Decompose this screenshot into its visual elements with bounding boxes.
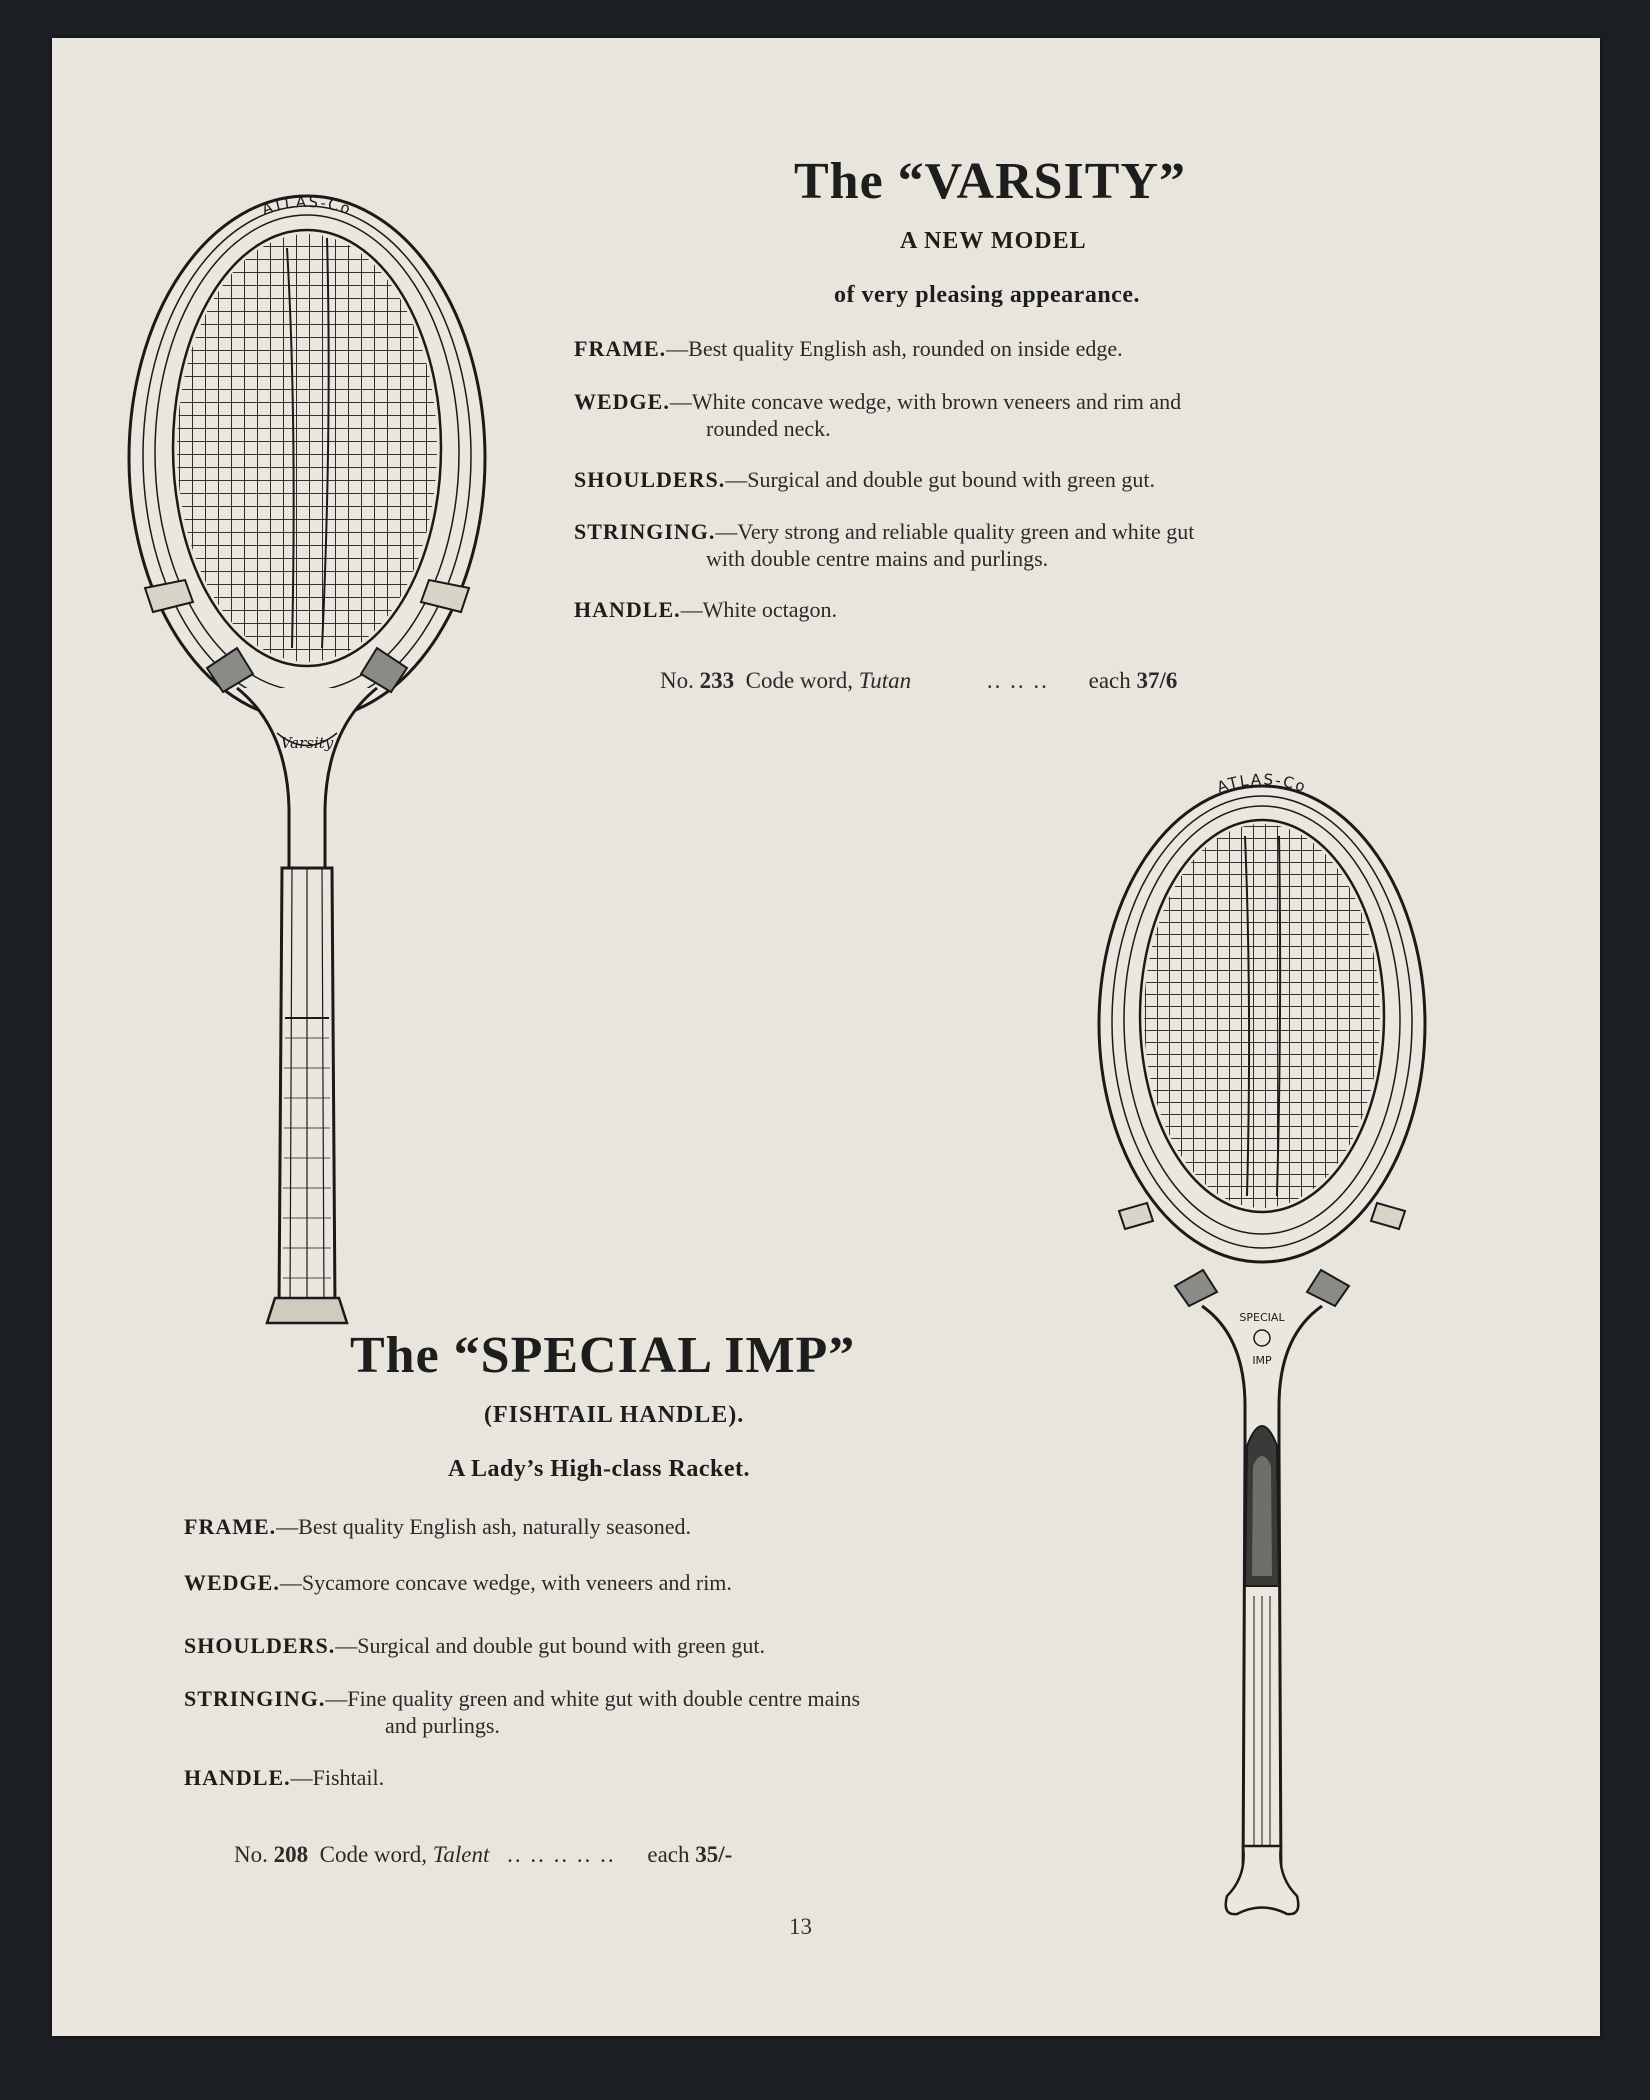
price-number: 233 bbox=[699, 668, 735, 693]
leader-dots: .. .. .. .. .. bbox=[507, 1842, 616, 1867]
leader-dots: .. .. .. bbox=[986, 668, 1049, 693]
spec-text: —Very strong and reliable quality green and white gut bbox=[715, 519, 1195, 544]
code-label: Code word, bbox=[319, 1842, 427, 1867]
special-imp-throat-label-2: IMP bbox=[1252, 1354, 1272, 1367]
varsity-tagline: of very pleasing appearance. bbox=[834, 282, 1140, 308]
price-amount: 35/- bbox=[695, 1842, 733, 1867]
special-imp-title: The “SPECIAL IMP” bbox=[350, 1327, 856, 1384]
special-imp-subtitle: (FISHTAIL HANDLE). bbox=[484, 1402, 745, 1428]
varsity-spec-stringing bbox=[574, 518, 1194, 572]
spec-continuation: with double centre mains and purlings. bbox=[706, 546, 1049, 571]
spec-continuation: rounded neck. bbox=[706, 416, 831, 441]
spec-text: —Sycamore concave wedge, with veneers and rim. bbox=[279, 1570, 732, 1595]
varsity-racket-illustration bbox=[127, 168, 487, 1338]
varsity-brand-label: ATLAS-Co bbox=[259, 192, 355, 219]
spec-text: —Best quality English ash, rounded on inside edge. bbox=[666, 336, 1123, 361]
varsity-title: The “VARSITY” bbox=[794, 153, 1187, 210]
spec-text: —Surgical and double gut bound with green gut. bbox=[725, 467, 1155, 492]
spec-label: SHOULDERS. bbox=[184, 1633, 336, 1658]
varsity-throat-label: Varsity bbox=[280, 734, 334, 752]
code-word: Tutan bbox=[858, 668, 912, 693]
varsity-subtitle: A NEW MODEL bbox=[900, 228, 1087, 254]
varsity-spec-handle bbox=[574, 596, 837, 623]
price-number: 208 bbox=[273, 1842, 309, 1867]
spec-text: —White concave wedge, with brown veneers and rim and bbox=[669, 389, 1182, 414]
spec-label: SHOULDERS. bbox=[574, 467, 726, 492]
spec-text: —Best quality English ash, naturally seasoned. bbox=[276, 1514, 692, 1539]
spec-label: WEDGE. bbox=[574, 389, 670, 414]
special-imp-spec-stringing bbox=[184, 1685, 860, 1739]
special-imp-price-line bbox=[234, 1842, 732, 1868]
varsity-spec-wedge bbox=[574, 388, 1181, 442]
spec-label: HANDLE. bbox=[184, 1765, 291, 1790]
spec-text: —Fine quality green and white gut with double centre mains bbox=[325, 1686, 861, 1711]
special-imp-spec-frame bbox=[184, 1513, 691, 1540]
price-prefix: No. bbox=[234, 1842, 268, 1867]
spec-label: STRINGING. bbox=[574, 519, 716, 544]
special-imp-spec-shoulders bbox=[184, 1632, 765, 1659]
spec-continuation: and purlings. bbox=[385, 1713, 500, 1738]
special-imp-spec-wedge bbox=[184, 1569, 732, 1596]
special-imp-racket-illustration bbox=[1097, 766, 1427, 1916]
special-imp-tagline: A Lady’s High-class Racket. bbox=[448, 1456, 750, 1482]
special-imp-brand-label: ATLAS-Co bbox=[1214, 770, 1310, 797]
varsity-spec-frame bbox=[574, 335, 1123, 362]
spec-label: WEDGE. bbox=[184, 1570, 280, 1595]
code-word: Talent bbox=[432, 1842, 490, 1867]
varsity-price-line bbox=[660, 668, 1177, 694]
page-number: 13 bbox=[789, 1914, 812, 1939]
spec-label: FRAME. bbox=[574, 336, 667, 361]
spec-label: HANDLE. bbox=[574, 597, 681, 622]
spec-label: FRAME. bbox=[184, 1514, 277, 1539]
spec-label: STRINGING. bbox=[184, 1686, 326, 1711]
price-each: each bbox=[1088, 668, 1131, 693]
special-imp-spec-handle bbox=[184, 1764, 384, 1791]
spec-text: —Fishtail. bbox=[290, 1765, 385, 1790]
price-each: each bbox=[647, 1842, 690, 1867]
catalogue-page bbox=[52, 38, 1600, 2036]
spec-text: —Surgical and double gut bound with green gut. bbox=[335, 1633, 765, 1658]
spec-text: —White octagon. bbox=[680, 597, 838, 622]
varsity-spec-shoulders bbox=[574, 466, 1155, 493]
price-amount: 37/6 bbox=[1136, 668, 1178, 693]
price-prefix: No. bbox=[660, 668, 694, 693]
code-label: Code word, bbox=[745, 668, 853, 693]
special-imp-throat-label-1: SPECIAL bbox=[1239, 1311, 1285, 1324]
